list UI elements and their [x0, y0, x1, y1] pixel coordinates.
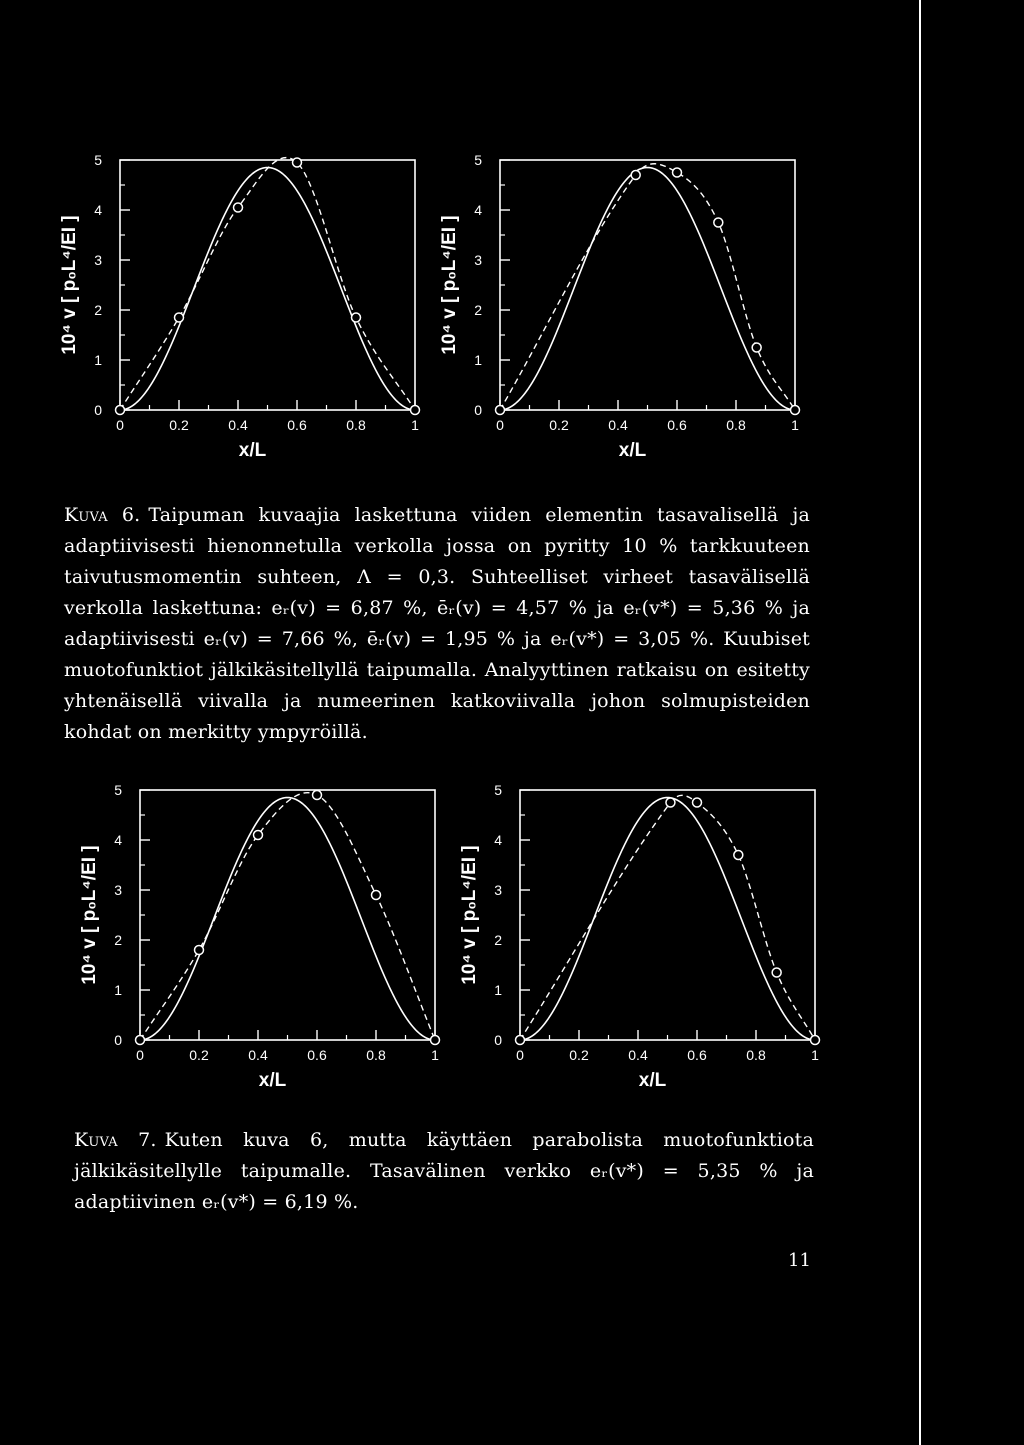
- y-tick-label: 2: [94, 302, 102, 318]
- node-marker: [666, 798, 675, 807]
- node-marker: [673, 168, 682, 177]
- x-tick-label: 0: [136, 1047, 144, 1063]
- plot-frame: [120, 160, 415, 410]
- node-marker: [772, 968, 781, 977]
- fig6-right-chart: [420, 140, 820, 470]
- x-axis-label: x/L: [238, 440, 267, 461]
- node-marker: [791, 406, 800, 415]
- y-tick-label: 4: [494, 832, 502, 848]
- x-tick-label: 0.2: [549, 417, 569, 433]
- node-marker: [631, 171, 640, 180]
- x-axis-label: x/L: [618, 440, 647, 461]
- x-tick-label: 1: [811, 1047, 819, 1063]
- page-number: 11: [788, 1250, 811, 1271]
- numeric-curve: [120, 158, 415, 410]
- node-marker: [372, 891, 381, 900]
- x-tick-label: 1: [411, 417, 419, 433]
- y-tick-label: 0: [94, 402, 102, 418]
- plot-frame: [140, 790, 435, 1040]
- figure6-caption: [64, 500, 810, 748]
- x-tick-label: 0.4: [228, 417, 248, 433]
- x-tick-label: 0.4: [608, 417, 628, 433]
- y-tick-label: 5: [94, 152, 102, 168]
- fig7-left-chart: [60, 770, 460, 1100]
- node-marker: [516, 1036, 525, 1045]
- x-axis-label: x/L: [258, 1070, 287, 1091]
- y-tick-label: 4: [94, 202, 102, 218]
- node-marker: [734, 851, 743, 860]
- node-marker: [714, 218, 723, 227]
- numeric-curve: [500, 164, 795, 410]
- node-marker: [195, 946, 204, 955]
- y-tick-label: 2: [474, 302, 482, 318]
- x-tick-label: 0.2: [189, 1047, 209, 1063]
- x-tick-label: 0.4: [628, 1047, 648, 1063]
- node-marker: [313, 791, 322, 800]
- figure6-label: Kuva 6.: [64, 504, 141, 526]
- y-tick-label: 0: [474, 402, 482, 418]
- node-marker: [496, 406, 505, 415]
- x-tick-label: 0: [116, 417, 124, 433]
- x-tick-label: 0.8: [346, 417, 366, 433]
- y-tick-label: 1: [114, 982, 122, 998]
- y-tick-label: 4: [474, 202, 482, 218]
- x-tick-label: 0.2: [169, 417, 189, 433]
- x-tick-label: 0.6: [687, 1047, 707, 1063]
- node-marker: [693, 798, 702, 807]
- y-tick-label: 3: [114, 882, 122, 898]
- y-tick-label: 2: [494, 932, 502, 948]
- node-marker: [811, 1036, 820, 1045]
- y-tick-label: 0: [114, 1032, 122, 1048]
- y-tick-label: 3: [94, 252, 102, 268]
- y-axis-label: 10⁴ v [ p₀L⁴/EI ]: [439, 215, 460, 355]
- chart-svg: [440, 770, 840, 1100]
- x-tick-label: 1: [431, 1047, 439, 1063]
- x-tick-label: 0.4: [248, 1047, 268, 1063]
- y-axis-label: 10⁴ v [ p₀L⁴/EI ]: [79, 845, 100, 985]
- y-tick-label: 5: [114, 782, 122, 798]
- chart-svg: [40, 140, 440, 470]
- y-axis-label: 10⁴ v [ p₀L⁴/EI ]: [59, 215, 80, 355]
- page-edge-line: [919, 0, 921, 1445]
- chart-svg: [420, 140, 820, 470]
- figure7-label: Kuva 7.: [74, 1129, 157, 1151]
- plot-frame: [520, 790, 815, 1040]
- analytical-curve: [120, 168, 415, 411]
- y-tick-label: 4: [114, 832, 122, 848]
- x-tick-label: 0: [496, 417, 504, 433]
- figure7-caption: [74, 1125, 814, 1218]
- y-tick-label: 5: [474, 152, 482, 168]
- y-axis-label: 10⁴ v [ p₀L⁴/EI ]: [459, 845, 480, 985]
- analytical-curve: [520, 798, 815, 1041]
- figure6-text: Taipuman kuvaajia laskettuna viiden elementin tasavalisellä ja adaptiivisesti hienonnetulla verkolla jossa on pyritty 10 % tarkkuuteen taivutusmomentin suhteen, Λ = 0,3. Suhteelliset virheet tasavälisellä verkolla laskettuna: eᵣ(v) = 6,87 %, ēᵣ(v) = 4,57 % ja eᵣ(v*) = 5,36 % ja adaptiivisesti eᵣ(v) = 7,66 %, ēᵣ(v) = 1,95 % ja eᵣ(v*) = 3,05 %. Kuubiset muotofunktiot jälkikäsitellyllä taipumalla. Analyyttinen ratkaisu on esitetty yhtenäisellä viivalla ja numeerinen katkoviivalla johon solmupisteiden kohdat on merkitty ympyröillä.: [64, 504, 810, 743]
- y-tick-label: 3: [474, 252, 482, 268]
- analytical-curve: [140, 798, 435, 1041]
- y-tick-label: 0: [494, 1032, 502, 1048]
- node-marker: [293, 158, 302, 167]
- node-marker: [254, 831, 263, 840]
- node-marker: [116, 406, 125, 415]
- node-marker: [175, 313, 184, 322]
- figure7-text: Kuten kuva 6, mutta käyttäen parabolista muotofunktiota jälkikäsitellylle taipumalle. Tasavälinen verkko eᵣ(v*) = 5,35 % ja adaptiivinen eᵣ(v*) = 6,19 %.: [74, 1129, 814, 1213]
- node-marker: [431, 1036, 440, 1045]
- numeric-curve: [140, 793, 435, 1040]
- chart-svg: [60, 770, 460, 1100]
- node-marker: [352, 313, 361, 322]
- x-tick-label: 0.6: [667, 417, 687, 433]
- x-tick-label: 0.8: [366, 1047, 386, 1063]
- plot-frame: [500, 160, 795, 410]
- y-tick-label: 1: [494, 982, 502, 998]
- x-tick-label: 1: [791, 417, 799, 433]
- analytical-curve: [500, 168, 795, 411]
- node-marker: [411, 406, 420, 415]
- node-marker: [136, 1036, 145, 1045]
- y-tick-label: 5: [494, 782, 502, 798]
- y-tick-label: 3: [494, 882, 502, 898]
- numeric-curve: [520, 795, 815, 1040]
- y-tick-label: 1: [94, 352, 102, 368]
- node-marker: [234, 203, 243, 212]
- node-marker: [752, 343, 761, 352]
- y-tick-label: 2: [114, 932, 122, 948]
- fig6-left-chart: [40, 140, 440, 470]
- y-tick-label: 1: [474, 352, 482, 368]
- x-tick-label: 0.2: [569, 1047, 589, 1063]
- x-tick-label: 0.6: [287, 417, 307, 433]
- x-tick-label: 0.8: [726, 417, 746, 433]
- x-axis-label: x/L: [638, 1070, 667, 1091]
- fig7-right-chart: [440, 770, 840, 1100]
- x-tick-label: 0.6: [307, 1047, 327, 1063]
- x-tick-label: 0.8: [746, 1047, 766, 1063]
- x-tick-label: 0: [516, 1047, 524, 1063]
